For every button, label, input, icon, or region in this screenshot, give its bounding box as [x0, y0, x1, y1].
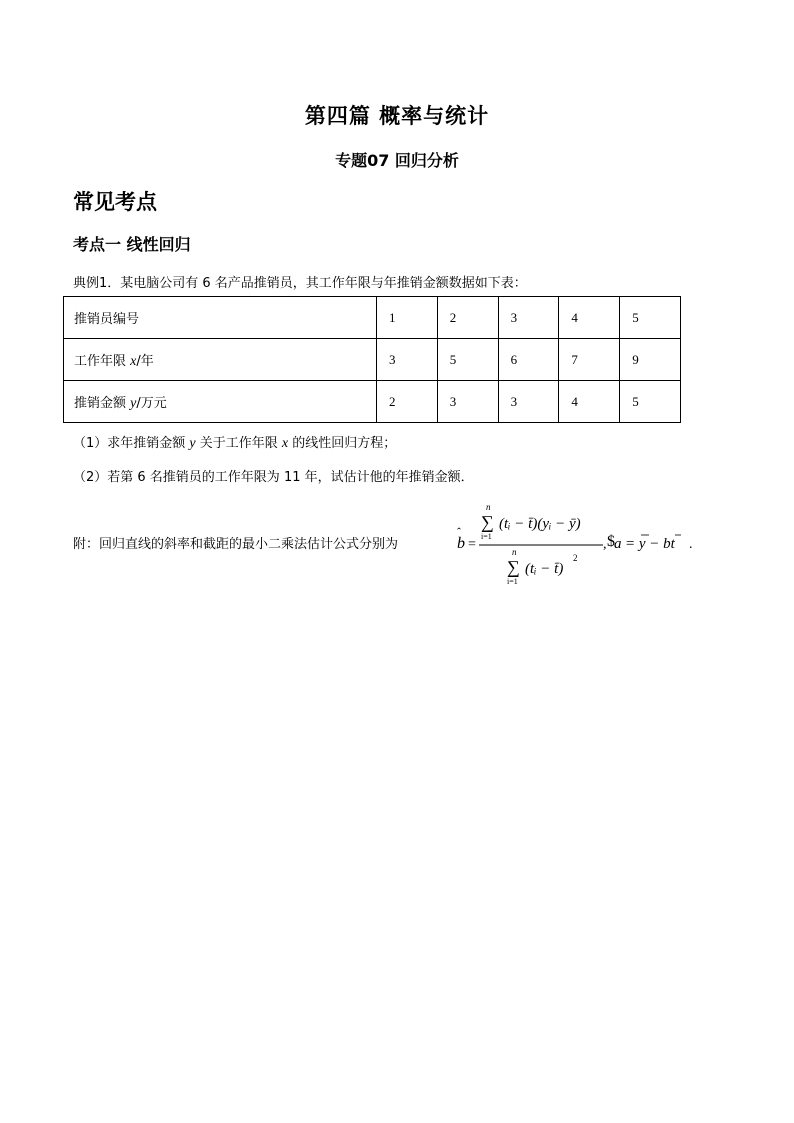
formula-exponent: 2: [573, 553, 578, 563]
formula-label: 附：回归直线的斜率和截距的最小二乘法估计公式分别为: [73, 537, 399, 552]
section-heading: 常见考点: [73, 190, 157, 214]
formula-equals: =: [468, 537, 476, 552]
formula-b-hat: b: [457, 535, 465, 552]
label-text: 工作年限: [74, 353, 131, 369]
table-cell: 5: [620, 297, 681, 339]
label-unit: /年: [136, 353, 154, 369]
table-cell: 2: [437, 297, 498, 339]
formula-period: .: [689, 537, 693, 552]
formula-line: [73, 498, 713, 588]
formula-sum-sign: ∑: [507, 557, 520, 577]
table-cell: 3: [498, 297, 559, 339]
table-cell: 7: [559, 339, 620, 381]
label-unit: /万元: [136, 395, 167, 411]
table-cell: 3: [437, 381, 498, 423]
formula-comma: ,: [603, 537, 607, 552]
formula-intercept: = y − bt: [625, 536, 675, 552]
formula-a-hat: a: [614, 536, 622, 552]
page-title: 第四篇 概率与统计: [304, 104, 490, 128]
label-variable: y: [130, 395, 137, 411]
question-1: [73, 432, 396, 452]
table-row: [64, 339, 681, 381]
table-row: [64, 381, 681, 423]
question-text: 的线性回归方程；: [288, 436, 397, 451]
table-row-label: 推销员编号: [64, 297, 377, 339]
table-cell: 3: [377, 339, 438, 381]
question-text: （1）求年推销金额: [73, 436, 190, 451]
question-variable: y: [189, 436, 196, 451]
data-table: [63, 296, 681, 423]
table-cell: 4: [559, 297, 620, 339]
formula-sum-lower: i=1: [481, 532, 492, 541]
table-cell: 5: [437, 339, 498, 381]
formula-numerator-term: (tᵢ − t̄)(yᵢ − ȳ): [499, 516, 581, 532]
table-row-label: [64, 381, 377, 423]
hat-mark: ˆ: [457, 525, 461, 539]
table-cell: 6: [498, 339, 559, 381]
regression-formula: [453, 498, 703, 588]
table-cell: 2: [377, 381, 438, 423]
table-cell: 5: [620, 381, 681, 423]
formula-sum-lower: i=1: [507, 577, 518, 586]
example-intro: 典例1．某电脑公司有 6 名产品推销员，其工作年限与年推销金额数据如下表：: [73, 276, 527, 291]
label-text: 推销金额: [74, 395, 131, 411]
table-cell: 9: [620, 339, 681, 381]
table-cell: 1: [377, 297, 438, 339]
subsection-heading: 考点一 线性回归: [73, 235, 191, 254]
formula-dollar-glyph: $: [607, 533, 615, 550]
formula-sum-upper: n: [512, 547, 517, 557]
formula-denominator-term: (tᵢ − t̄): [525, 561, 564, 577]
formula-sum-sign: ∑: [481, 512, 494, 532]
formula-sum-upper: n: [486, 502, 491, 512]
question-text: 关于工作年限: [195, 436, 282, 451]
page-subtitle: 专题07 回归分析: [335, 151, 459, 170]
question-2: （2）若第 6 名推销员的工作年限为 11 年，试估计他的年推销金额．: [73, 470, 474, 485]
table-cell: 3: [498, 381, 559, 423]
table-row-label: [64, 339, 377, 381]
label-variable: x: [130, 353, 137, 369]
table-row: [64, 297, 681, 339]
question-variable: x: [281, 436, 289, 451]
table-cell: 4: [559, 381, 620, 423]
